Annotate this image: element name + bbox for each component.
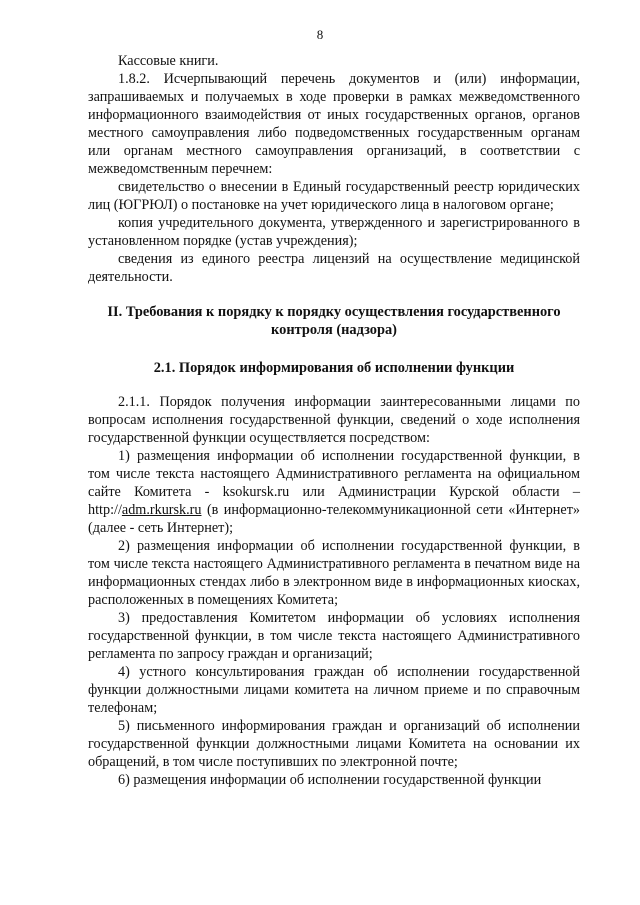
paragraph-cash-books: Кассовые книги. [118, 53, 219, 69]
subsection-heading: 2.1. Порядок информирования об исполнении функции [153, 360, 515, 376]
paragraph-item-5: 5) письменного информирования граждан и организаций об исполнении государственной функции должностными лицами Комитета на основании их обращений, в том числе поступивших по электронной почте; [88, 718, 580, 770]
paragraph-registry-certificate: свидетельство о внесении в Единый государственный реестр юридических лиц (ЮГРЮЛ) о постановке на учет юридического лица в налоговом органе; [88, 179, 580, 213]
paragraph-item-6: 6) размещения информации об исполнении государственной функции [118, 772, 542, 788]
item-1-text: 1) размещения информации об исполнении государственной функции, в том числе текста настоящего Административного регламента на официальном сайте Комитета - ksokursk.ru или Администрации Курской области – http:// [88, 448, 580, 518]
paragraph-info-order: 2.1.1. Порядок получения информации заинтересованными лицами по вопросам исполнения государственной функции, сведений о ходе исполнения государственной функции осуществляется посредством: [88, 394, 580, 446]
paragraph-document-list: 1.8.2. Исчерпывающий перечень документов и (или) информации, запрашиваемых и получаемых в ходе проверки в рамках межведомственного информационного взаимодействия от иных государственных органов, органов местного самоуправления либо подведомственных государственным органам или органам местного самоуправления организаций, в соответствии с межведомственным перечнем: [88, 71, 580, 177]
paragraph-item-2: 2) размещения информации об исполнении государственной функции, в том числе текста настоящего Административного регламента в печатном виде на информационных стендах либо в электронном виде в информационных киосках, расположенных в помещениях Комитета; [88, 538, 580, 608]
paragraph-item-1 [88, 447, 580, 537]
item-1-text-end: (в информационно-телекоммуникационной сети «Интернет» (далее - сеть Интернет); [88, 502, 580, 536]
page-number: 8 [316, 27, 324, 42]
paragraph-item-3: 3) предоставления Комитетом информации об условиях исполнения государственной функции, в том числе текста настоящего Административного регламента по запросу граждан и организаций; [88, 610, 580, 662]
paragraph-license-registry: сведения из единого реестра лицензий на осуществление медицинской деятельности. [88, 251, 580, 285]
document-body [88, 52, 580, 789]
section-heading: II. Требования к порядку к порядку осуществления государственного контроля (надзора) [107, 304, 561, 338]
paragraph-item-4: 4) устного консультирования граждан об исполнении государственной функции должностными лицами комитета на личном приеме и по справочным телефонам; [88, 664, 580, 716]
paragraph-charter-copy: копия учредительного документа, утвержденного и зарегистрированного в установленном порядке (устав учреждения); [88, 215, 580, 249]
spacer [88, 377, 580, 393]
admin-site-link[interactable]: adm.rkursk.ru [121, 502, 202, 518]
